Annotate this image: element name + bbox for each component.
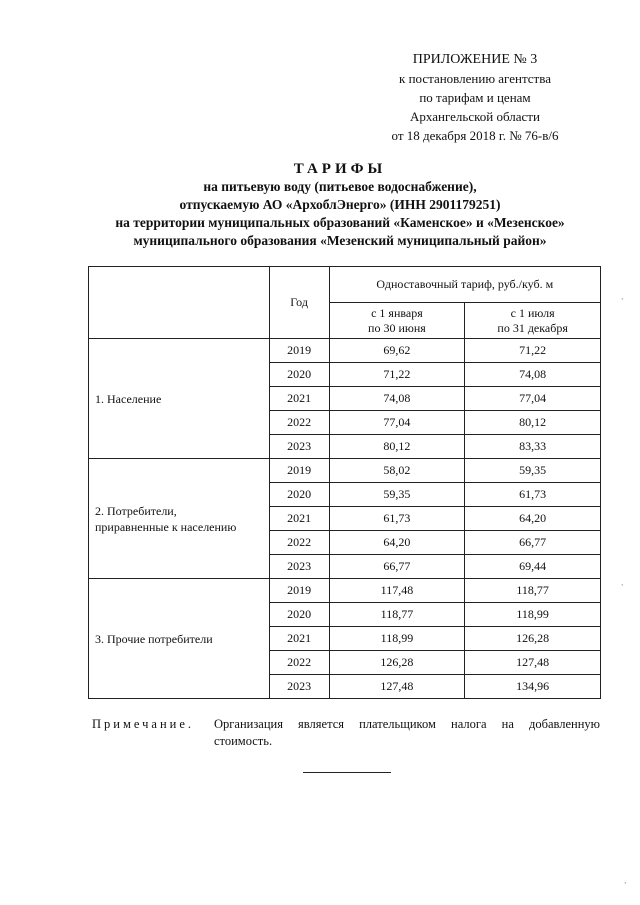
year-cell: 2019 (269, 579, 329, 603)
heading-line-3: на территории муниципальных образований «Каменское» и «Мезенское» (115, 215, 565, 230)
appendix-line-4: от 18 декабря 2018 г. № 76-в/6 (391, 128, 559, 143)
tariff-h2-cell: 126,28 (465, 627, 601, 651)
tariff-h1-cell: 58,02 (329, 459, 465, 483)
appendix-title: ПРИЛОЖЕНИЕ № 3 (412, 52, 538, 67)
year-cell: 2023 (269, 555, 329, 579)
tariff-h2-cell: 64,20 (465, 507, 601, 531)
tariff-h2-cell: 69,44 (465, 555, 601, 579)
tariff-h2-cell: 59,35 (465, 459, 601, 483)
table-row (89, 339, 601, 363)
year-cell: 2019 (269, 339, 329, 363)
tariff-h2-cell: 71,22 (465, 339, 601, 363)
tariff-h2-cell: 118,99 (465, 603, 601, 627)
appendix-line-1: к постановлению агентства (399, 71, 551, 86)
tariff-h1-cell: 66,77 (329, 555, 465, 579)
appendix-line-2: по тарифам и ценам (419, 90, 531, 105)
tariff-h1-cell: 127,48 (329, 675, 465, 699)
tariff-h1-cell: 80,12 (329, 435, 465, 459)
header-period-2: с 1 июля по 31 декабря (465, 303, 601, 339)
document-heading (40, 160, 640, 250)
end-rule (303, 772, 391, 773)
tariff-h1-cell: 126,28 (329, 651, 465, 675)
document-title: ТАРИФЫ (293, 161, 387, 177)
header-year: Год (269, 267, 329, 339)
tariff-h2-cell: 66,77 (465, 531, 601, 555)
tariff-h2-cell: 61,73 (465, 483, 601, 507)
appendix-block (330, 50, 620, 145)
year-cell: 2021 (269, 627, 329, 651)
year-cell: 2021 (269, 387, 329, 411)
header-category-cell (89, 267, 270, 339)
tariff-h2-cell: 80,12 (465, 411, 601, 435)
note-text-line-1: Организация является плательщиком налога на добавленную (214, 717, 600, 731)
category-cell: 2. Потребители, приравненные к населению (89, 459, 270, 579)
year-cell: 2020 (269, 483, 329, 507)
tariff-h2-cell: 134,96 (465, 675, 601, 699)
table-row (89, 579, 601, 603)
heading-line-4: муниципального образования «Мезенский муниципальный район» (133, 233, 547, 248)
tariff-h2-cell: 127,48 (465, 651, 601, 675)
heading-line-2: отпускаемую АО «АрхоблЭнерго» (ИНН 2901179251) (179, 197, 501, 212)
tariff-h1-cell: 77,04 (329, 411, 465, 435)
year-cell: 2021 (269, 507, 329, 531)
table-row (89, 459, 601, 483)
tariff-h2-cell: 74,08 (465, 363, 601, 387)
tariff-h1-cell: 59,35 (329, 483, 465, 507)
tariff-h2-cell: 83,33 (465, 435, 601, 459)
note (92, 716, 600, 750)
year-cell: 2022 (269, 531, 329, 555)
heading-line-1: на питьевую воду (питьевое водоснабжение), (203, 179, 477, 194)
tariff-h1-cell: 118,99 (329, 627, 465, 651)
tariff-h1-cell: 71,22 (329, 363, 465, 387)
category-cell: 1. Население (89, 339, 270, 459)
year-cell: 2023 (269, 675, 329, 699)
tariff-table (88, 266, 601, 699)
tariff-h1-cell: 74,08 (329, 387, 465, 411)
scan-mark: , (621, 578, 624, 587)
year-cell: 2020 (269, 603, 329, 627)
year-cell: 2020 (269, 363, 329, 387)
tariff-h1-cell: 61,73 (329, 507, 465, 531)
year-cell: 2023 (269, 435, 329, 459)
note-text-line-2: стоимость. (214, 734, 273, 748)
note-label: Примечание. (92, 717, 195, 731)
scan-mark: , (621, 292, 624, 301)
category-cell: 3. Прочие потребители (89, 579, 270, 699)
tariff-h1-cell: 117,48 (329, 579, 465, 603)
tariff-h1-cell: 64,20 (329, 531, 465, 555)
appendix-line-3: Архангельской области (410, 109, 540, 124)
year-cell: 2022 (269, 651, 329, 675)
tariff-h1-cell: 69,62 (329, 339, 465, 363)
tariff-table-body (89, 339, 601, 699)
header-tariff: Одноставочный тариф, руб./куб. м (329, 267, 600, 303)
scan-mark: , (624, 876, 627, 885)
year-cell: 2019 (269, 459, 329, 483)
header-period-1: с 1 января по 30 июня (329, 303, 465, 339)
year-cell: 2022 (269, 411, 329, 435)
tariff-h2-cell: 118,77 (465, 579, 601, 603)
tariff-h1-cell: 118,77 (329, 603, 465, 627)
tariff-h2-cell: 77,04 (465, 387, 601, 411)
